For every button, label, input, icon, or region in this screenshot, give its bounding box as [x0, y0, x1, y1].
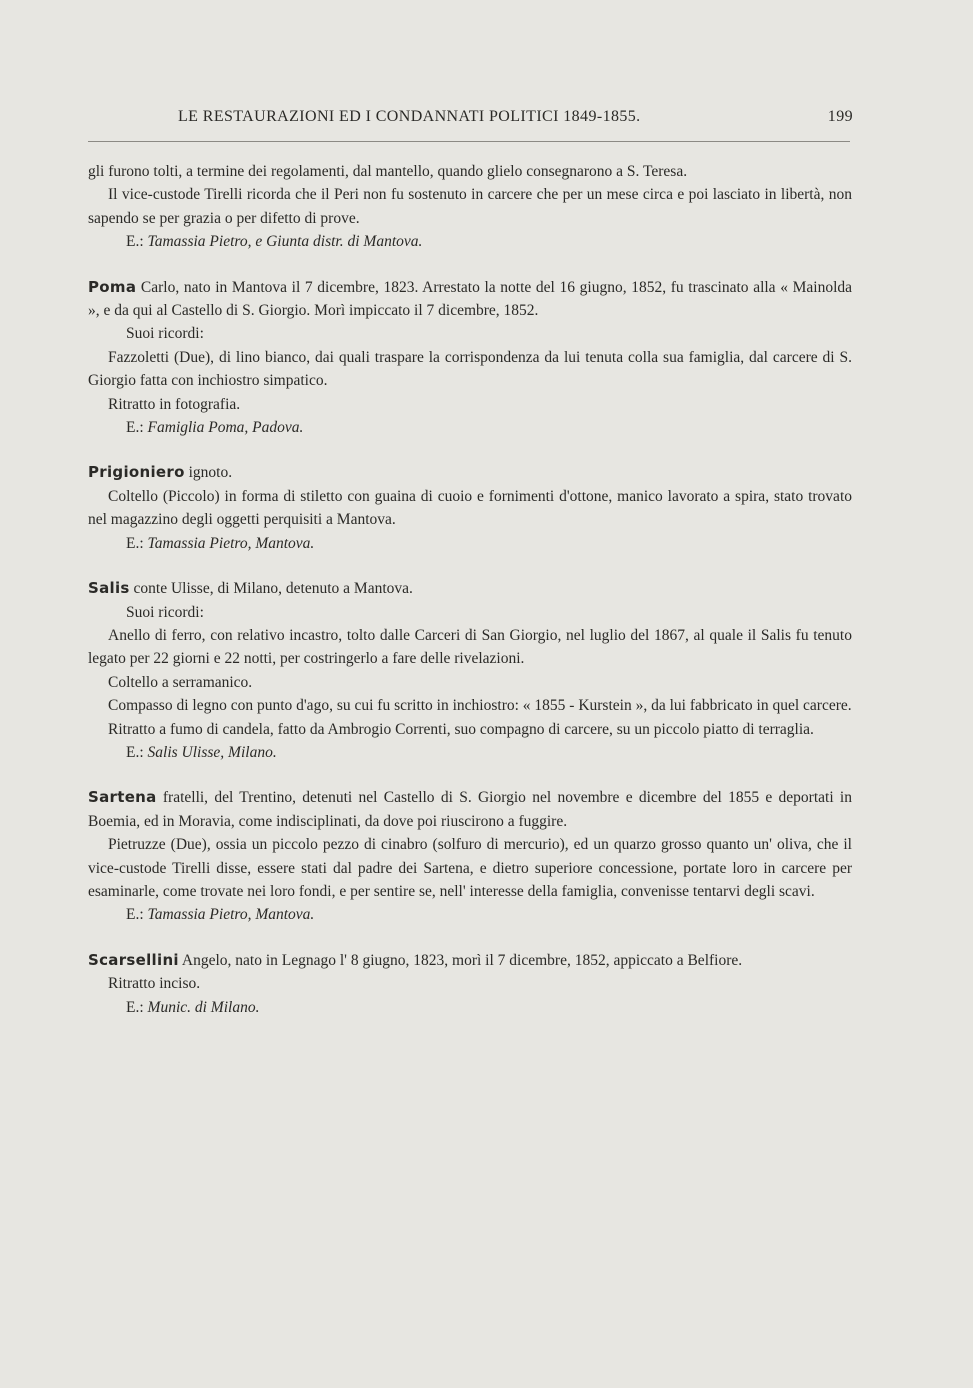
entry-name: Prigioniero: [88, 463, 185, 482]
source-line: E.: Tamassia Pietro, e Giunta distr. di Mantova.: [126, 233, 423, 251]
entry-name: Poma: [88, 277, 137, 296]
entry-text: Suoi ricordi:: [126, 603, 204, 621]
source-line: E.: Munic. di Milano.: [126, 998, 260, 1016]
entry-text: Anello di ferro, con relativo incastro, tolto dalle Carceri di San Giorgio, nel luglio del 1867, al quale il Salis fu tenuto legato per 22 giorni e 22 notti, per costringerlo a fare delle rivelazioni.: [88, 626, 852, 668]
intro-paragraph: gli furono tolti, a termine dei regolamenti, dal mantello, quando glielo consegnarono a S. Teresa.: [88, 163, 688, 180]
source-line: E.: Tamassia Pietro, Mantova.: [126, 906, 315, 924]
entry-text: Ritratto in fotografia.: [108, 395, 241, 413]
entry-prigioniero: Prigioniero ignoto. Coltello (Piccolo) in forma di stiletto con guaina di cuoio e fornimenti d'ottone, manico lavorato a spira, stato trovato nel magazzino degli oggetti perquisiti a Mantova. E.: Tamassia Pietro, Mantova.: [88, 461, 852, 555]
header-rule: [88, 141, 850, 142]
entry-text: Compasso di legno con punto d'ago, su cui fu scritto in inchiostro: « 1855 - Kurstein », da lui fabbricato in quel carcere.: [108, 697, 852, 715]
running-header: [90, 108, 853, 134]
entry-name: Sartena: [88, 788, 157, 807]
entry-text: Suoi ricordi:: [126, 325, 204, 343]
entry-name: Scarsellini: [88, 950, 179, 969]
entry-text: Ritratto inciso.: [108, 975, 201, 993]
entry-text: Fazzoletti (Due), di lino bianco, dai quali traspare la corrispondenza da lui tenuta colla sua famiglia, dal carcere di S. Giorgio fatta con inchiostro simpatico.: [88, 348, 852, 390]
page-number: 199: [827, 108, 853, 125]
entry-poma: Poma Carlo, nato in Mantova il 7 dicembre, 1823. Arrestato la notte del 16 giugno, 1852, fu trascinato alla « Mainolda », e da qui al Castello di S. Giorgio. Morì impiccato il 7 dicembre, 1852. Suoi ricordi: Fazzoletti (Due), di lino bianco, dai quali traspare la corrispondenza da lui tenuta colla sua famiglia, dal carcere di S. Giorgio fatta con inchiostro simpatico. Ritratto in fotografia. E.: Famiglia Poma, Padova.: [88, 276, 852, 440]
entry-text: Coltello a serramanico.: [108, 673, 253, 691]
entry-text: Coltello (Piccolo) in forma di stiletto con guaina di cuoio e fornimenti d'ottone, manico lavorato a spira, stato trovato nel magazzino degli oggetti perquisiti a Mantova.: [88, 487, 852, 529]
running-title: LE RESTAURAZIONI ED I CONDANNATI POLITICI 1849-1855.: [178, 108, 641, 125]
source-line: E.: Tamassia Pietro, Mantova.: [126, 534, 315, 552]
entry-text: Pietruzze (Due), ossia un piccolo pezzo di cinabro (solfuro di mercurio), ed un quarzo grosso quanto un' oliva, che il vice-custode Tirelli disse, essere stati dal padre dei Sartena, e dietro superiore concessione, portate loro in carcere per esaminarle, come trovate nei loro fondi, e per sentire se, nell' interesse della famiglia, convenisse tentarvi degli scavi.: [88, 836, 852, 900]
entry-sartena: Sartena fratelli, del Trentino, detenuti nel Castello di S. Giorgio nel novembre e dicembre del 1855 e deportati in Boemia, ed in Moravia, come indisciplinati, da dove poi riuscirono a fuggire. Pietruzze (Due), ossia un piccolo pezzo di cinabro (solfuro di mercurio), ed un quarzo grosso quanto un' oliva, che il vice-custode Tirelli disse, essere stati dal padre dei Sartena, e dietro superiore concessione, portate loro in carcere per esaminarle, come trovate nei loro fondi, e per sentire se, nell' interesse della famiglia, convenisse tentarvi degli scavi. E.: Tamassia Pietro, Mantova.: [88, 786, 852, 926]
entry-name: Salis: [88, 579, 130, 598]
entry-scarsellini: Scarsellini Angelo, nato in Legnago l' 8 giugno, 1823, morì il 7 dicembre, 1852, appiccato a Belfiore. Ritratto inciso. E.: Munic. di Milano.: [88, 949, 852, 1019]
page-body: [88, 160, 852, 1019]
source-line: E.: Famiglia Poma, Padova.: [126, 419, 304, 437]
intro-paragraph: Il vice-custode Tirelli ricorda che il Peri non fu sostenuto in carcere che per un mese circa e poi lasciato in libertà, non sapendo se per grazia o per difetto di prove.: [88, 186, 852, 227]
entry-text: Ritratto a fumo di candela, fatto da Ambrogio Correnti, suo compagno di carcere, su un piccolo piatto di terraglia.: [108, 720, 814, 738]
source-line: E.: Salis Ulisse, Milano.: [126, 743, 277, 761]
entry-salis: Salis conte Ulisse, di Milano, detenuto a Mantova. Suoi ricordi: Anello di ferro, con relativo incastro, tolto dalle Carceri di San Giorgio, nel luglio del 1867, al quale il Salis fu tenuto legato per 22 giorni e 22 notti, per costringerlo a fare delle rivelazioni. Coltello a serramanico. Compasso di legno con punto d'ago, su cui fu scritto in inchiostro: « 1855 - Kurstein », da lui fabbricato in quel carcere. Ritratto a fumo di candela, fatto da Ambrogio Correnti, suo compagno di carcere, su un piccolo piatto di terraglia. E.: Salis Ulisse, Milano.: [88, 577, 852, 764]
